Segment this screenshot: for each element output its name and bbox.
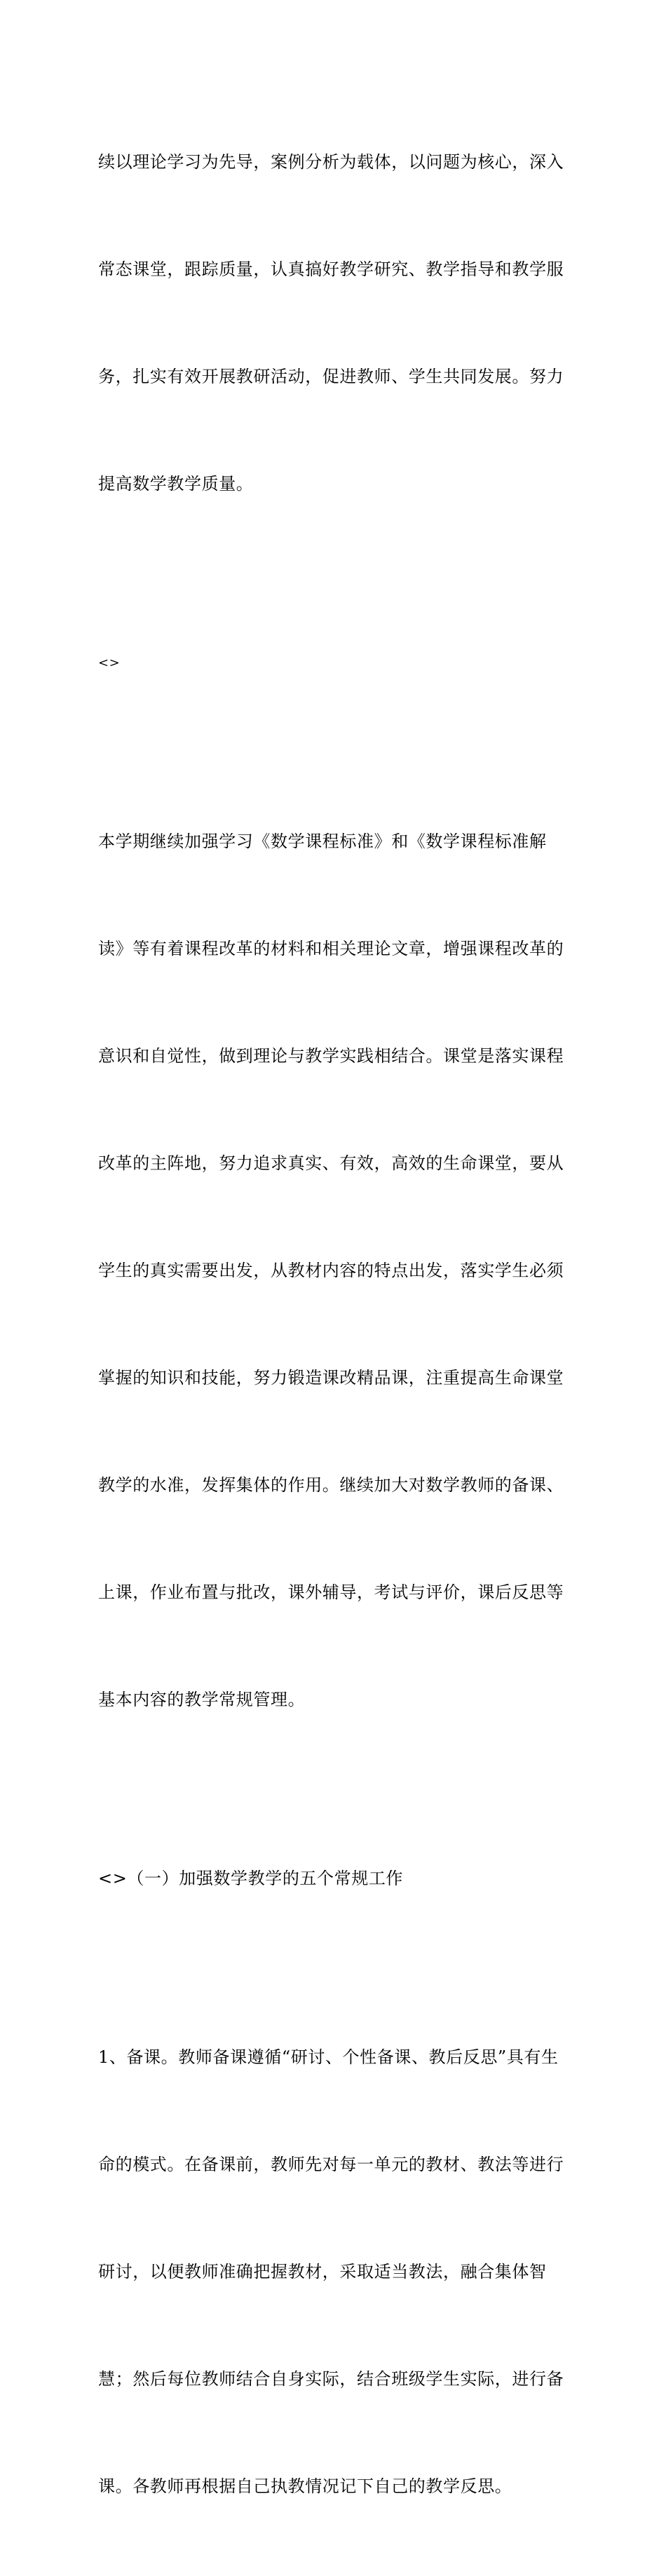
section-heading: [98, 1789, 575, 1968]
paragraph-marker: [98, 574, 575, 752]
text-line: 上课，作业布置与批改，课外辅导，考试与评价，课后反思等: [98, 1582, 564, 1602]
text-line: 研讨，以便教师准确把握教材，采取适当教法，融合集体智: [98, 2262, 547, 2282]
paragraph-curriculum: [98, 752, 575, 1789]
document-body: [98, 73, 575, 2576]
text-line: 学生的真实需要出发，从教材内容的特点出发，落实学生必须: [98, 1261, 564, 1280]
heading-line: <>（一）加强数学教学的五个常规工作: [98, 1869, 404, 1888]
paragraph-intro: [98, 73, 575, 574]
text-line: 命的模式。在备课前，教师先对每一单元的教材、教法等进行: [98, 2155, 564, 2174]
text-line: 改革的主阵地，努力追求真实、有效，高效的生命课堂，要从: [98, 1153, 564, 1173]
text-line: 常态课堂，跟踪质量，认真搞好教学研究、教学指导和教学服: [98, 259, 564, 279]
text-line: 1、备课。教师备课遵循“研讨、个性备课、教后反思”具有生: [98, 2047, 559, 2067]
text-line: 基本内容的教学常规管理。: [98, 1690, 306, 1709]
text-line: 慧；然后每位教师结合自身实际，结合班级学生实际，进行备: [98, 2369, 564, 2389]
text-line: 续以理论学习为先导，案例分析为载体，以问题为核心，深入: [98, 152, 564, 172]
text-line: 本学期继续加强学习《数学课程标准》和《数学课程标准解: [98, 832, 547, 851]
text-line: 提高数学教学质量。: [98, 474, 254, 494]
text-line: 意识和自觉性，做到理论与教学实践相结合。课堂是落实课程: [98, 1046, 564, 1066]
section-marker: <>: [98, 656, 121, 670]
text-line: 务，扎实有效开展教研活动，促进教师、学生共同发展。努力: [98, 367, 564, 386]
paragraph-lesson-prep: [98, 1968, 575, 2576]
text-line: 课。各教师再根据自己执教情况记下自己的教学反思。: [98, 2476, 512, 2496]
text-line: 教学的水准，发挥集体的作用。继续加大对数学教师的备课、: [98, 1475, 564, 1495]
text-line: 读》等有着课程改革的材料和相关理论文章，增强课程改革的: [98, 939, 564, 958]
text-line: 掌握的知识和技能，努力锻造课改精品课，注重提高生命课堂: [98, 1368, 564, 1388]
